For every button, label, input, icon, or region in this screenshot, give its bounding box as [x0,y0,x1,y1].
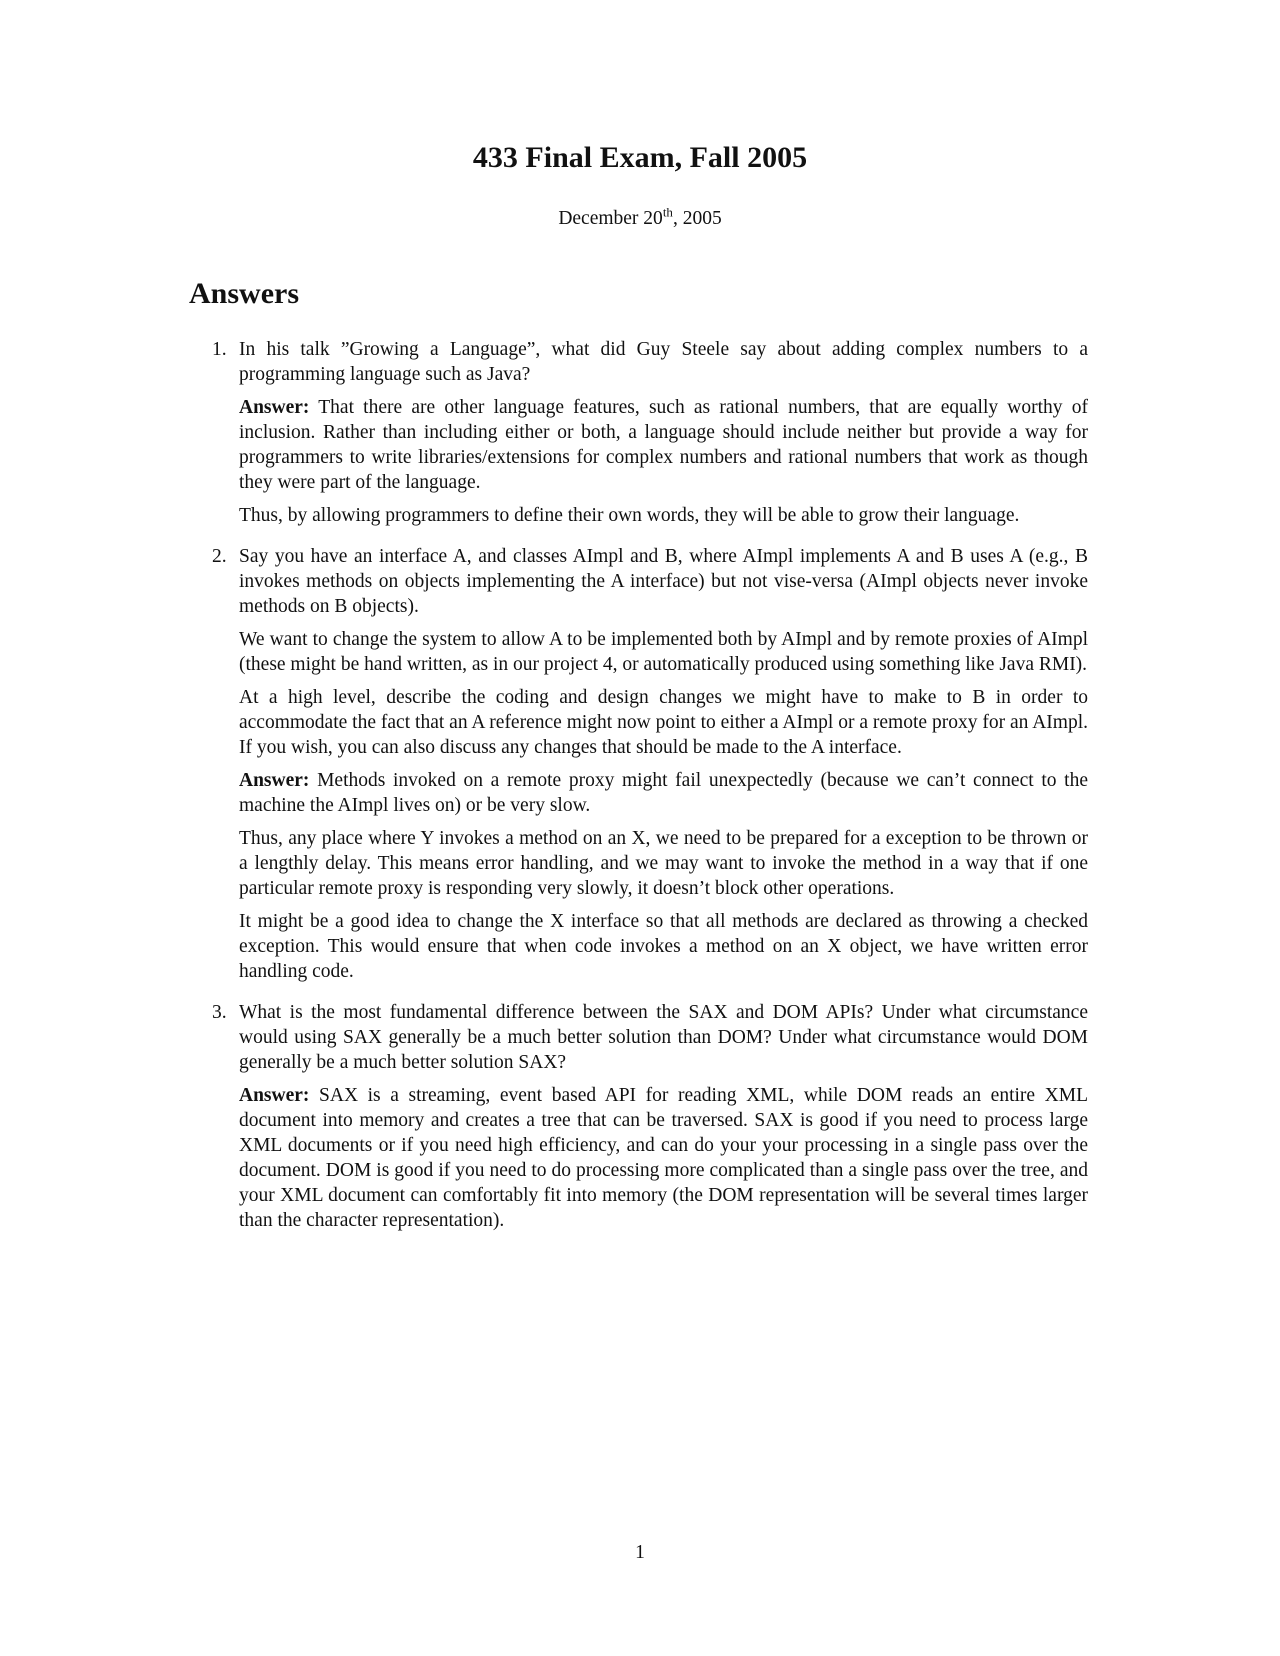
date-suffix: , 2005 [672,208,722,229]
document-date [0,206,1280,232]
answer-followup: Thus, by allowing programmers to define their own words, they will be able to grow their language. [239,505,1020,526]
question-text: We want to change the system to allow A to be implemented both by AImpl and by remote proxies of AImpl (these might be hand written, as in our project 4, or automatically produced using something like Java RMI). [239,629,1088,675]
answer-text: Methods invoked on a remote proxy might fail unexpectedly (because we can’t connect to the machine the AImpl lives on) or be very slow. [239,770,1089,816]
date-superscript: th [662,204,673,220]
document-title: 433 Final Exam, Fall 2005 [472,141,808,174]
answer-label: Answer: [239,770,310,791]
answer-paragraph [239,395,1088,495]
answer-followup: Thus, any place where Y invokes a method on an X, we need to be prepared for a exception to be thrown or a lengthly delay. This means error handling, and we may want to invoke the method in a way that if one particular remote proxy is responding very slowly, it doesn’t block other operations. [239,828,1088,899]
question-number: 3. [212,1002,227,1023]
section-heading-answers: Answers [189,277,299,310]
question-item [200,1000,1088,1233]
answer-label: Answer: [239,1085,310,1106]
question-number: 1. [212,339,227,360]
question-text: Say you have an interface A, and classes AImpl and B, where AImpl implements A and B uses A (e.g., B invokes methods on objects implementing the A interface) but not vise-versa (AImpl objects never invoke methods on B objects). [239,546,1088,617]
answer-followup: It might be a good idea to change the X interface so that all methods are declared as throwing a checked exception. This would ensure that when code invokes a method on an X object, we have written error handling code. [239,911,1088,982]
question-number: 2. [212,546,227,567]
answer-paragraph [239,1083,1088,1233]
answer-text: That there are other language features, such as rational numbers, that are equally worthy of inclusion. Rather than including either or both, a language should include neither but provide a way for programmers to write libraries/extensions for complex numbers and rational numbers that work as though they were part of the language. [239,397,1088,493]
page-number: 1 [635,1542,645,1563]
answer-paragraph [239,768,1088,818]
question-item [200,337,1088,528]
question-text: At a high level, describe the coding and design changes we might have to make to B in order to accommodate the fact that an A reference might now point to either a AImpl or a remote proxy for an AImpl. If you wish, you can also discuss any changes that should be made to the A interface. [239,687,1088,758]
answer-text: SAX is a streaming, event based API for reading XML, while DOM reads an entire XML document into memory and creates a tree that can be traversed. SAX is good if you need to process large XML documents or if you need high efficiency, and can do your your processing in a single pass over the document. DOM is good if you need to do processing more complicated than a single pass over the tree, and your XML document can comfortably fit into memory (the DOM representation will be several times larger than the character representation). [239,1085,1088,1231]
question-text: What is the most fundamental difference between the SAX and DOM APIs? Under what circumstance would using SAX generally be a much better solution than DOM? Under what circumstance would DOM generally be a much better solution SAX? [239,1002,1088,1073]
question-text: In his talk ”Growing a Language”, what did Guy Steele say about adding complex numbers to a programming language such as Java? [239,339,1088,385]
question-list [200,337,1088,1249]
question-item [200,544,1088,984]
answer-label: Answer: [239,397,310,418]
date-prefix: December 20 [558,208,663,229]
